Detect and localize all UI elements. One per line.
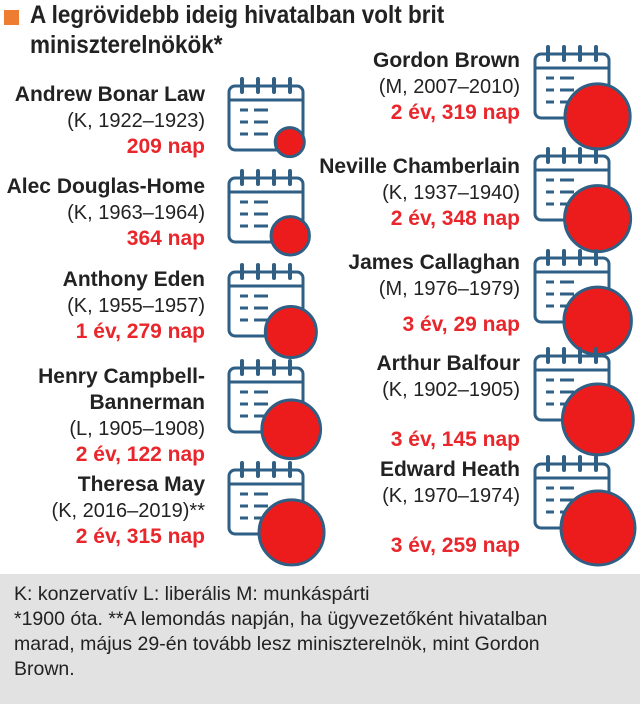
pm-party-years: (K, 1963–1964) (67, 202, 205, 224)
pm-name: Andrew Bonar Law (14, 83, 205, 106)
pm-party-years: (L, 1905–1908) (69, 418, 205, 440)
pm-duration-label: 2 év, 348 nap (390, 207, 520, 230)
duration-circle (565, 84, 630, 149)
pm-duration-label: 1 év, 279 nap (75, 320, 205, 343)
title-marker (4, 10, 19, 25)
pm-party-years: (K, 1937–1940) (382, 182, 520, 204)
pm-party-years: (K, 1970–1974) (382, 485, 520, 507)
pm-entry (0, 267, 205, 345)
pm-name: James Callaghan (348, 251, 520, 274)
pm-party-years: (M, 1976–1979) (378, 278, 520, 300)
pm-name: Henry Campbell- Bannerman (38, 365, 205, 414)
footer-notes (0, 574, 640, 704)
pm-name: Theresa May (77, 473, 205, 496)
chart-title: A legrövidebb ideig hivatalban volt brit miniszterelnökök* (30, 1, 445, 59)
pm-duration-label: 2 év, 315 nap (75, 525, 205, 548)
pm-name: Anthony Eden (62, 268, 205, 291)
pm-duration-label: 2 év, 319 nap (390, 101, 520, 124)
duration-pictogram (532, 146, 640, 256)
duration-circle (565, 186, 631, 252)
pm-entry (200, 457, 520, 559)
pm-duration-label: 209 nap (126, 135, 205, 158)
pm-entry (0, 364, 205, 468)
pm-entry (200, 48, 520, 126)
pm-duration-label: 3 év, 259 nap (390, 534, 520, 557)
pm-entry (0, 472, 205, 550)
pm-entry (200, 250, 520, 338)
duration-circle (275, 128, 304, 157)
duration-pictogram (532, 346, 640, 456)
pm-name: Neville Chamberlain (319, 155, 520, 178)
duration-pictogram (532, 248, 640, 358)
pm-party-years: (K, 1902–1905) (382, 379, 520, 401)
pm-entry (0, 82, 205, 160)
pm-duration-label: 3 év, 145 nap (390, 428, 520, 451)
pm-name: Arthur Balfour (376, 352, 520, 375)
pm-name: Gordon Brown (373, 49, 520, 72)
pm-entry (0, 174, 205, 252)
pm-party-years: (K, 1922–1923) (67, 110, 205, 132)
pm-party-years: (K, 2016–2019)** (51, 500, 205, 522)
duration-circle (561, 491, 635, 565)
pm-name: Edward Heath (379, 458, 520, 481)
duration-circle (564, 287, 631, 354)
duration-circle (562, 384, 633, 455)
duration-pictogram (532, 44, 640, 154)
pm-duration-label: 2 év, 122 nap (75, 443, 205, 466)
footnote: *1900 óta. **A lemondás napján, ha ügyvezetőként hivatalban marad, május 29-én tovább lesz miniszterelnök, mint Gordon Brown. (14, 608, 548, 680)
pm-party-years: (M, 2007–2010) (378, 76, 520, 98)
legend-note: K: konzervatív L: liberális M: munkáspárti (14, 583, 370, 605)
pm-entry (200, 351, 520, 453)
pm-entry (200, 154, 520, 232)
pm-duration-label: 3 év, 29 nap (402, 313, 520, 336)
pm-duration-label: 364 nap (126, 227, 205, 250)
duration-pictogram (532, 454, 640, 564)
pm-party-years: (K, 1955–1957) (67, 295, 205, 317)
pm-name: Alec Douglas-Home (6, 175, 205, 198)
